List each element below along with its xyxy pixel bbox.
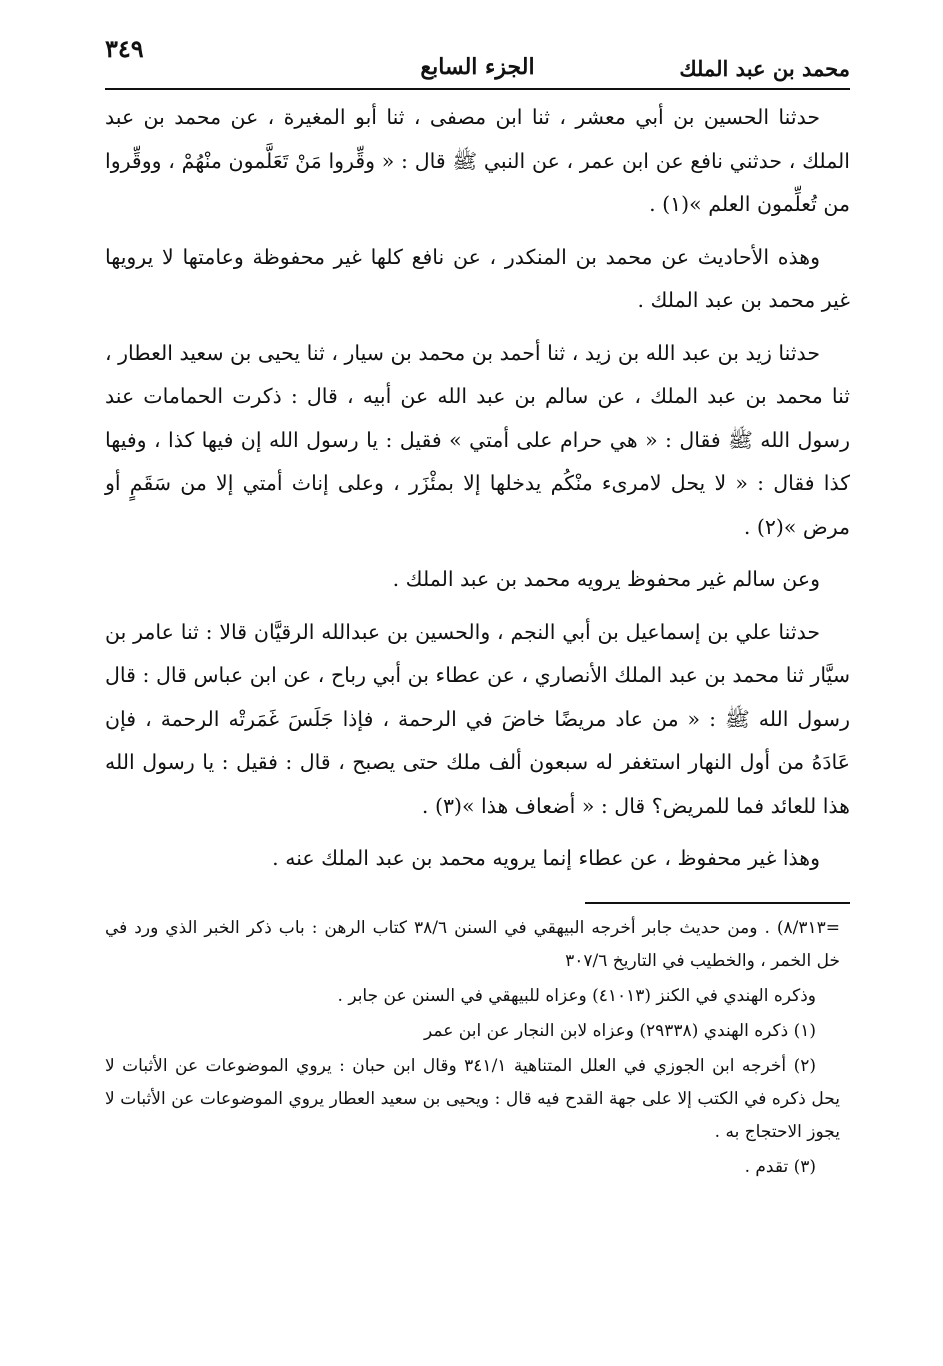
paragraph-hadith-2: حدثنا زيد بن عبد الله بن زيد ، ثنا أحمد بن محمد بن سيار ، ثنا يحيى بن سعيد العطار ، ثنا محمد بن عبد الملك ، عن سالم بن عبد الله عن أبيه ، قال : ذكرت الحمامات عند رسول الله ﷺ فقال : « هي حرام على أمتي » فقيل : يا رسول الله إن فيها كذا ، وفيها كذا فقال : « لا يحل لامرىء منْكُم يدخلها إلا بمئْزَر ، وعلى إناث أمتي إلا من سَقَمٍ أو مرض »(٢) . <box>105 340 850 539</box>
paragraph-hadith-1: حدثنا الحسين بن أبي معشر ، ثنا ابن مصفى ، ثنا أبو المغيرة ، عن محمد بن عبد الملك ، حدثني نافع عن ابن عمر ، عن النبي ﷺ قال : « وقِّروا مَنْ تَعَلَّمون منْهُمْ ، ووقِّروا من تُعلِّمون العلم »(١) . <box>105 105 850 216</box>
running-header-author: محمد بن عبد الملك <box>679 56 850 81</box>
footnote-1: (١) ذكره الهندي (٢٩٣٣٨) وعزاه لابن النجار عن ابن عمر <box>424 1021 816 1041</box>
header-divider <box>105 88 850 90</box>
footnotes <box>105 912 840 1186</box>
footnote-continuation: =٨/٣١٣) . ومن حديث جابر أخرجه البيهقي في السنن ٣٨/٦ كتاب الرهن : باب ذكر الخبر الذي ورد في خل الخمر ، والخطيب في التاريخ ٣٠٧/٦ <box>105 918 840 971</box>
running-header-volume: الجزء السابع <box>420 54 535 80</box>
main-text <box>105 96 850 890</box>
footnote-2: (٢) أخرجه ابن الجوزي في العلل المتناهية ٣٤١/١ وقال ابن حبان : يروي الموضوعات عن الأثبات لا يحل ذكره في الكتب إلا على جهة القدح فيه قال : ويحيى بن سعيد العطار يروي الموضوعات عن الأثبات لا يجوز الاحتجاج به . <box>105 1056 840 1142</box>
running-header <box>105 30 850 86</box>
footnote-divider <box>585 902 850 904</box>
page-number: ٣٤٩ <box>105 34 144 63</box>
paragraph-comment-2: وعن سالم غير محفوظ يرويه محمد بن عبد الملك . <box>392 567 820 591</box>
paragraph-comment-3: وهذا غير محفوظ ، عن عطاء إنما يرويه محمد بن عبد الملك عنه . <box>272 846 820 870</box>
footnote-3: (٣) تقدم . <box>744 1157 816 1177</box>
paragraph-comment-1: وهذه الأحاديث عن محمد بن المنكدر ، عن نافع كلها غير محفوظة وعامتها لا يرويها غير محمد بن عبد الملك . <box>105 244 850 312</box>
footnote-continuation-2: وذكره الهندي في الكنز (٤١٠١٣) وعزاه للبيهقي في السنن عن جابر . <box>337 986 816 1006</box>
paragraph-hadith-3: حدثنا علي بن إسماعيل بن أبي النجم ، والحسين بن عبدالله الرقيَّان قالا : ثنا عامر بن سيَّار ثنا محمد بن عبد الملك الأنصاري ، عن عطاء بن أبي رباح ، عن ابن عباس قال : قال رسول الله ﷺ : « من عاد مريضًا خاضَ في الرحمة ، فإذا جَلَسَ غَمَرتْه الرحمة ، فإن عَادَهُ من أول النهار استغفر له سبعون ألف ملك حتى يصبح ، قال : فقيل : يا رسول الله هذا للعائد فما للمريض؟ قال : « أضعاف هذا »(٣) . <box>105 619 850 818</box>
